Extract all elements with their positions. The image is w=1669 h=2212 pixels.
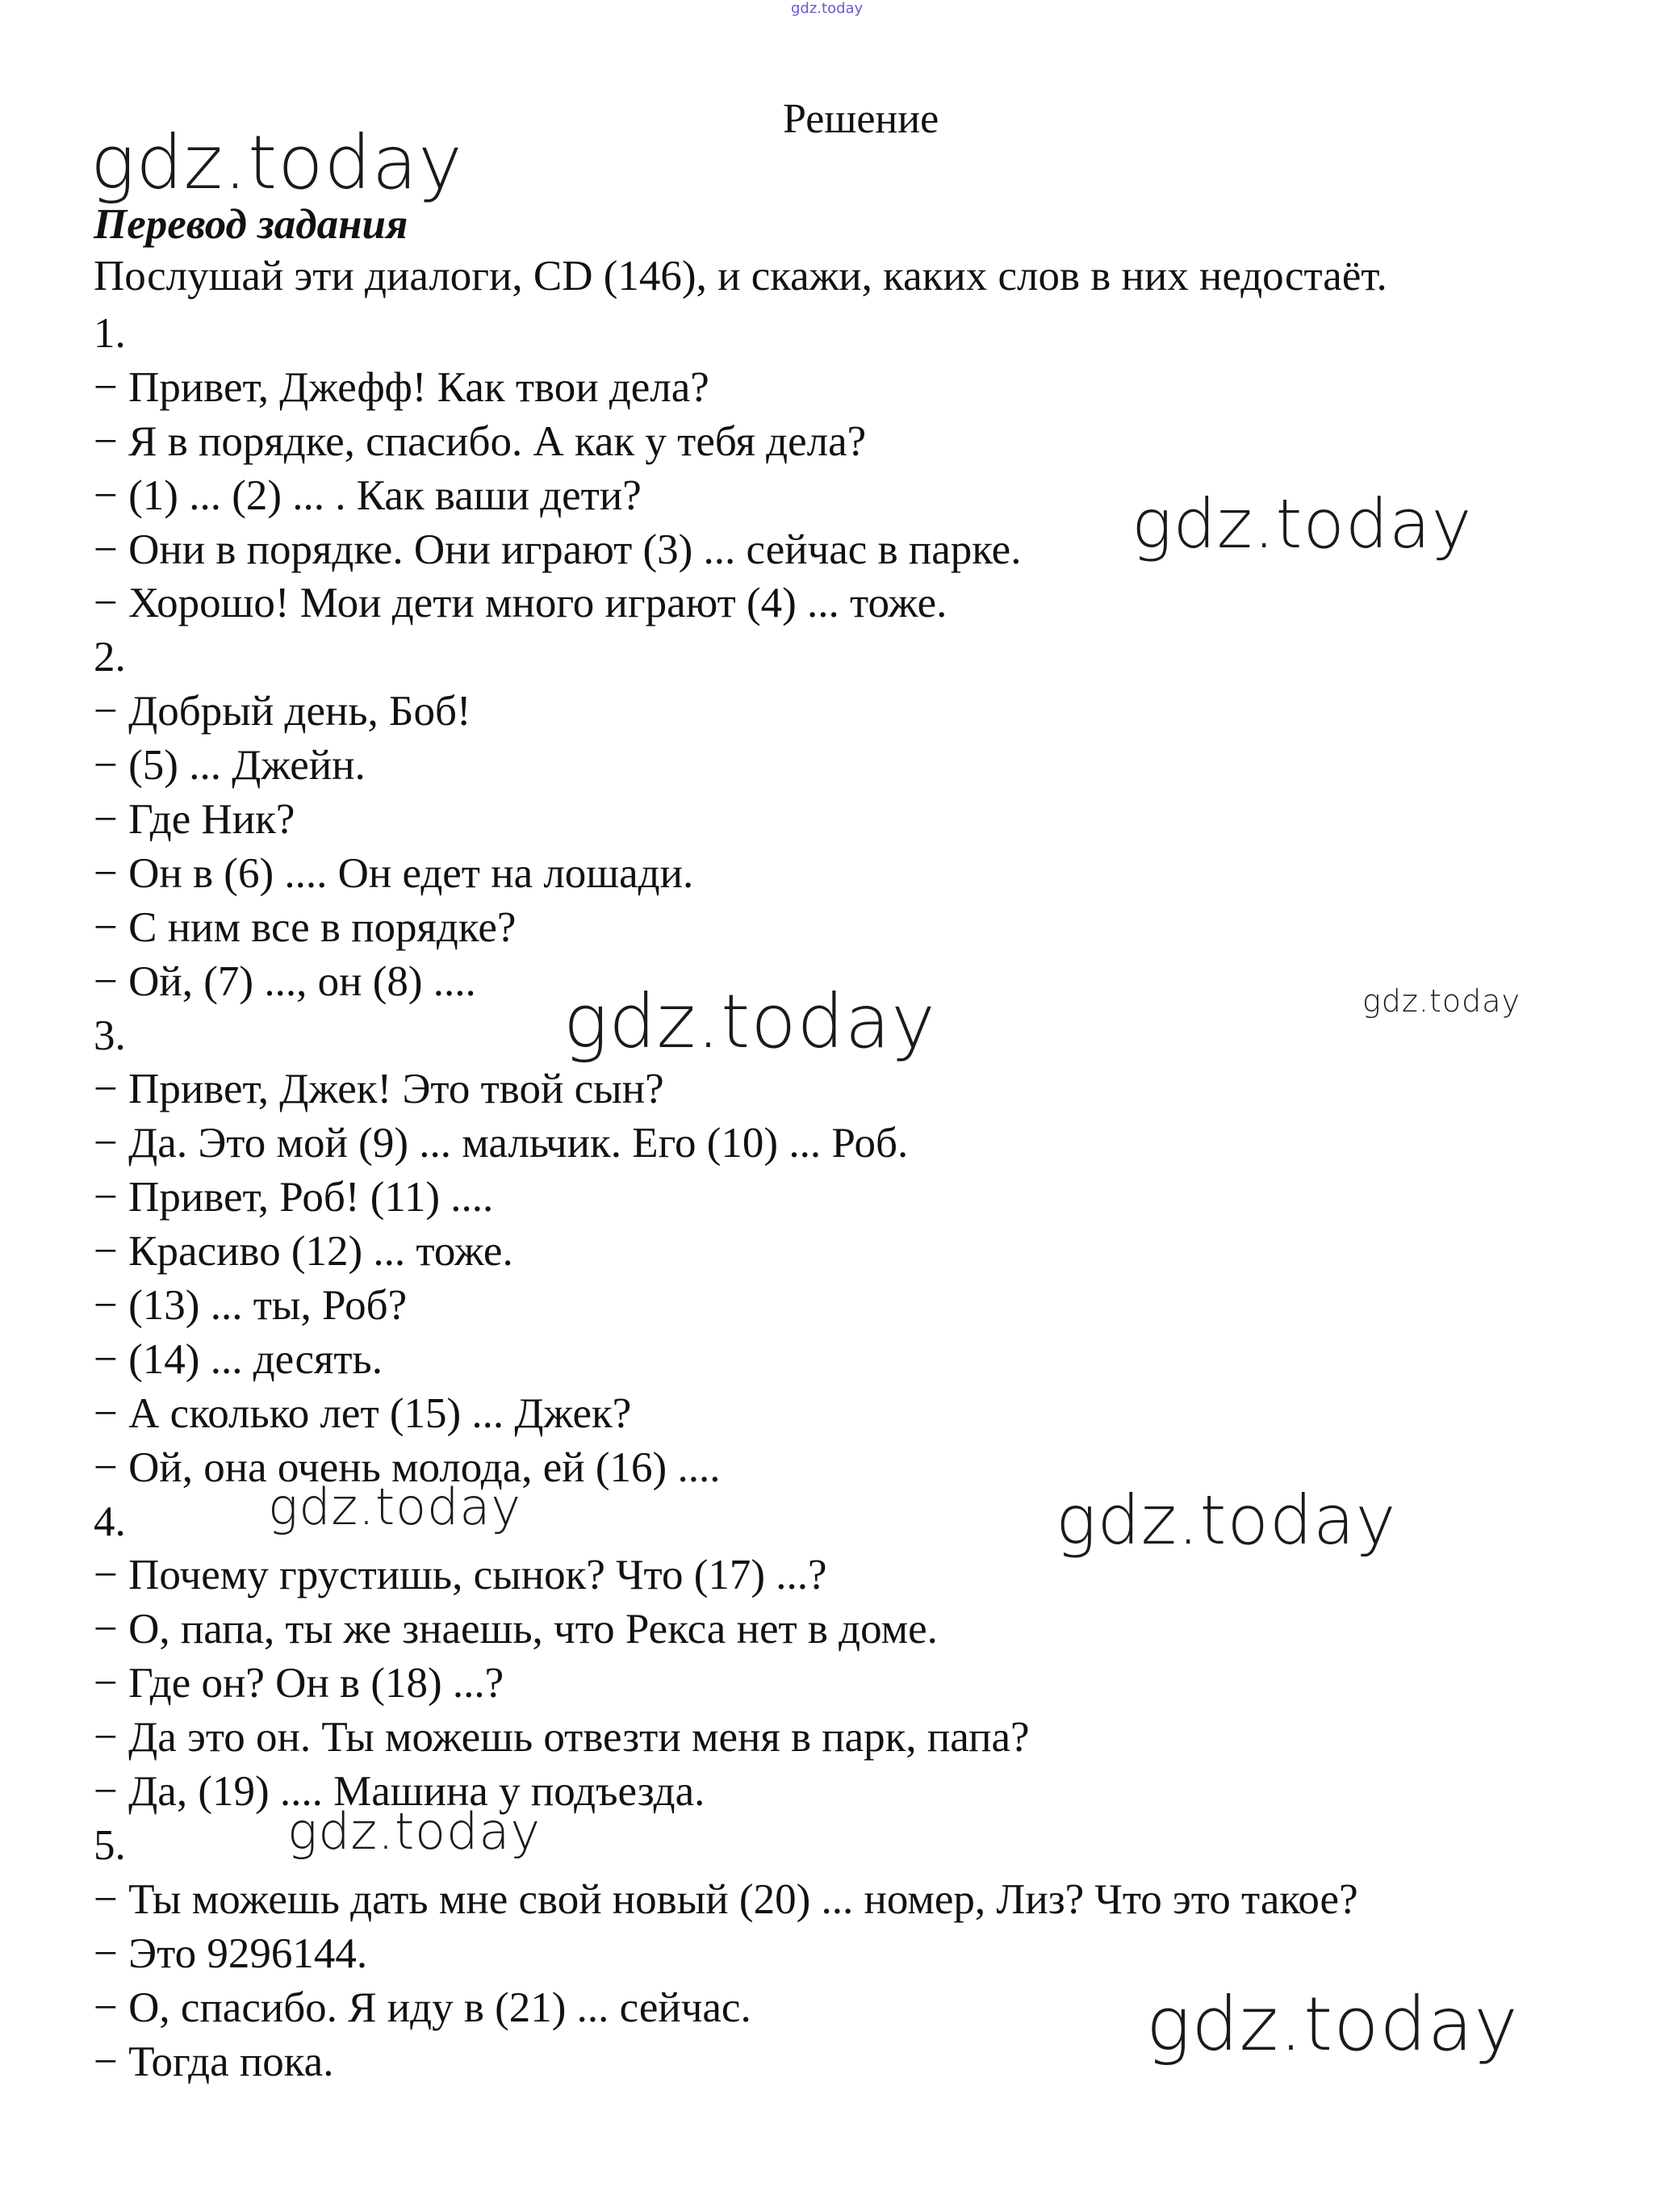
dialog-line: − Это 9296144.: [94, 1929, 368, 1977]
dialog-line: − Я в порядке, спасибо. А как у тебя дела?: [94, 417, 867, 465]
dialog-line: 1.: [94, 310, 126, 357]
dialog-line: − О, спасибо. Я иду в (21) ... сейчас.: [94, 1984, 751, 2031]
dialog-line: 2.: [94, 634, 126, 681]
dialog-line: − Привет, Роб! (11) ....: [94, 1174, 494, 1221]
page-heading: Решение: [783, 96, 939, 142]
dialog-line: − Где он? Он в (18) ...?: [94, 1660, 504, 1707]
dialog-line: − Да, (19) .... Машина у подъезда.: [94, 1768, 705, 1816]
dialog-line: − Привет, Джефф! Как твои дела?: [94, 363, 709, 411]
dialog-line: − Ой, (7) ..., он (8) ....: [94, 957, 476, 1005]
dialog-line: − Ой, она очень молода, ей (16) ....: [94, 1443, 721, 1491]
watermark-logo: gdz.today: [1362, 983, 1521, 1019]
dialog-line: − (13) ... ты, Роб?: [94, 1282, 408, 1330]
watermark-logo: gdz.today: [563, 978, 936, 1065]
dialog-line: − Добрый день, Боб!: [94, 688, 471, 735]
dialog-line: − Они в порядке. Они играют (3) ... сейчас в парке.: [94, 526, 1022, 573]
dialog-line: − А сколько лет (15) ... Джек?: [94, 1389, 632, 1437]
watermark-logo: gdz.today: [268, 1477, 522, 1536]
dialog-line: − С ним все в порядке?: [94, 903, 517, 951]
dialog-line: − Привет, Джек! Это твой сын?: [94, 1066, 664, 1113]
dialog-line: − Тогда пока.: [94, 2038, 334, 2085]
dialog-line: 5.: [94, 1821, 126, 1869]
task-instruction: Послушай эти диалоги, CD (146), и скажи, каких слов в них недостаёт.: [94, 253, 1387, 300]
dialog-line: − Да это он. Ты можешь отвезти меня в парк, папа?: [94, 1714, 1030, 1762]
dialog-line: − (5) ... Джейн.: [94, 742, 366, 790]
dialog-line: − (14) ... десять.: [94, 1335, 383, 1383]
dialog-line: 3.: [94, 1012, 126, 1059]
dialog-line: − Почему грустишь, сынок? Что (17) ...?: [94, 1552, 827, 1599]
dialog-line: − Да. Это мой (9) ... мальчик. Его (10) ... Роб.: [94, 1120, 909, 1167]
watermark-logo: gdz.today: [1056, 1481, 1397, 1560]
watermark-logo: gdz.today: [287, 1802, 542, 1861]
dialog-line: − Он в (6) .... Он едет на лошади.: [94, 849, 694, 897]
watermark-logo: gdz.today: [1146, 1981, 1519, 2067]
watermark-logo: gdz.today: [1131, 484, 1473, 563]
section-title: Перевод задания: [94, 201, 408, 248]
top-watermark: gdz.today: [791, 0, 864, 17]
watermark-logo: gdz.today: [90, 119, 463, 206]
dialog-line: 4.: [94, 1498, 126, 1545]
dialog-line: − Хорошо! Мои дети много играют (4) ... тоже.: [94, 580, 947, 627]
dialog-line: − Красиво (12) ... тоже.: [94, 1228, 513, 1276]
dialog-line: − Ты можешь дать мне свой новый (20) ... номер, Лиз? Что это такое?: [94, 1875, 1358, 1923]
dialog-line: − Где Ник?: [94, 796, 295, 844]
dialog-line: − (1) ... (2) ... . Как ваши дети?: [94, 471, 642, 519]
dialog-line: − О, папа, ты же знаешь, что Рекса нет в доме.: [94, 1606, 938, 1653]
